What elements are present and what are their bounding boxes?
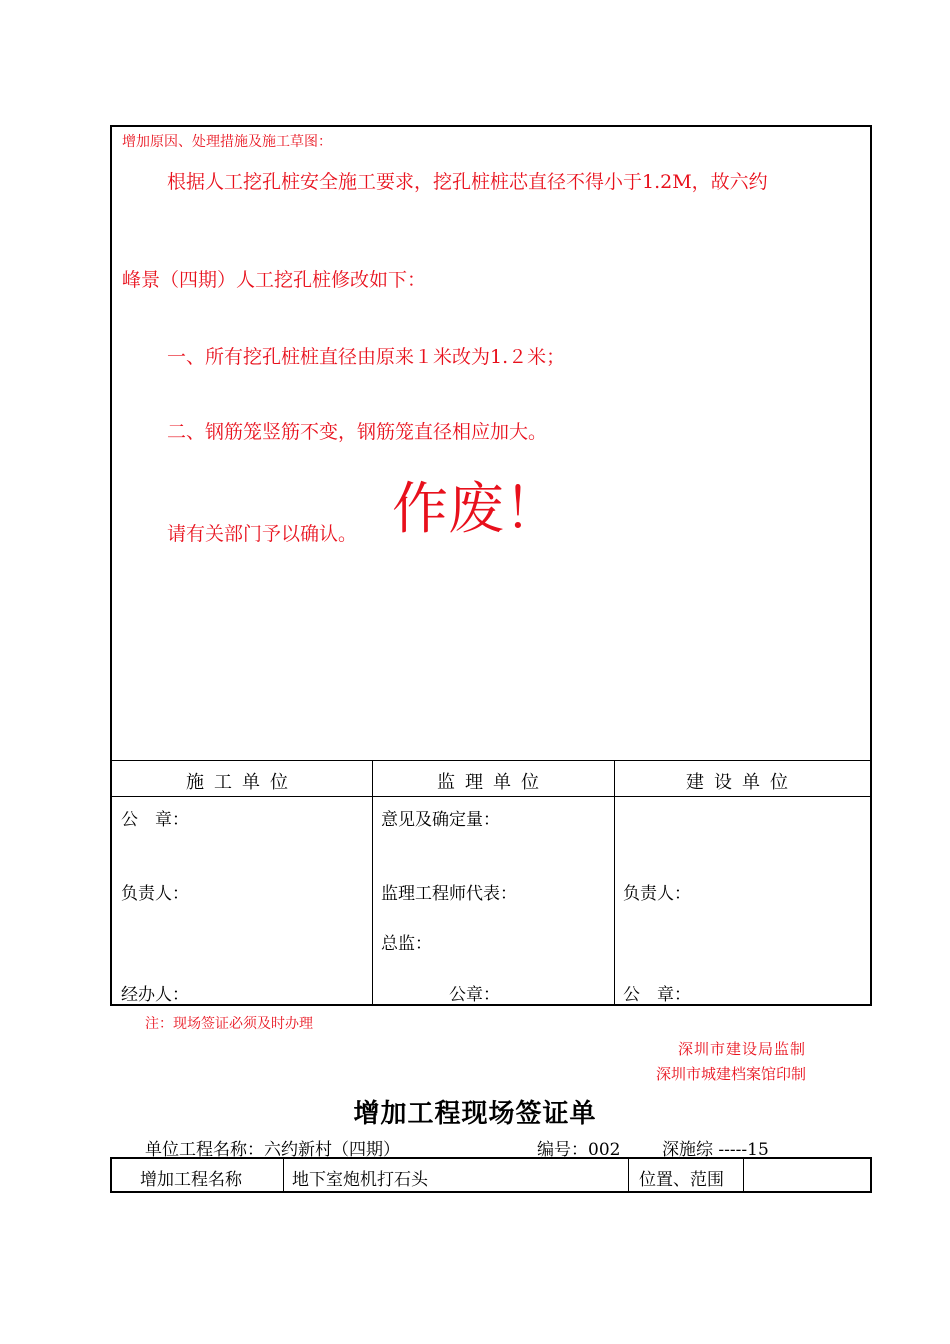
column-header-owner: 建设单位	[686, 772, 798, 793]
issuer-line-1: 深圳市建设局监制	[677, 1040, 806, 1058]
construction-handler: 经办人：	[121, 985, 189, 1005]
reason-item-2: 二、钢筋笼竖筋不变，钢筋笼直径相应加大。	[167, 421, 548, 443]
divider	[628, 1159, 629, 1191]
form-code: 深施综 -----15	[662, 1140, 769, 1160]
owner-seal: 公 章：	[623, 985, 691, 1005]
supervision-engineer-rep: 监理工程师代表：	[381, 884, 517, 904]
divider	[112, 760, 870, 761]
construction-responsible: 负责人：	[121, 884, 189, 904]
location-label: 位置、范围	[639, 1170, 724, 1190]
divider	[283, 1159, 284, 1191]
divider	[372, 760, 373, 1004]
confirmation-request: 请有关部门予以确认。	[167, 523, 358, 545]
supervision-chief: 总监：	[381, 934, 432, 954]
reason-line-2: 峰景（四期）人工挖孔桩修改如下：	[122, 269, 427, 291]
reason-box	[110, 125, 872, 1006]
reason-label: 增加原因、处理措施及施工草图：	[122, 134, 332, 150]
column-header-supervision: 监理单位	[437, 772, 549, 793]
form-number: 编号：002	[537, 1140, 621, 1160]
form-title: 增加工程现场签证单	[353, 1099, 597, 1129]
issuer-line-2: 深圳市城建档案馆印制	[655, 1065, 806, 1083]
reason-item-1: 一、所有挖孔桩桩直径由原来１米改为1.２米；	[167, 346, 566, 368]
divider	[614, 760, 615, 1004]
column-header-construction: 施工单位	[186, 772, 298, 793]
divider	[743, 1159, 744, 1191]
project-name: 单位工程名称：六约新村（四期）	[145, 1140, 400, 1160]
signature-table	[112, 760, 870, 1004]
reason-line-1: 根据人工挖孔桩安全施工要求，挖孔桩桩芯直径不得小于1.2M，故六约	[167, 171, 768, 193]
construction-seal: 公 章：	[121, 810, 189, 830]
note: 注：现场签证必须及时办理	[145, 1016, 313, 1032]
work-name-value: 地下室炮机打石头	[292, 1170, 428, 1190]
supervision-opinion: 意见及确定量：	[381, 810, 500, 830]
info-table	[110, 1157, 872, 1193]
divider	[112, 796, 870, 797]
owner-responsible: 负责人：	[623, 884, 691, 904]
work-name-label: 增加工程名称	[140, 1170, 242, 1190]
supervision-seal: 公章：	[449, 985, 500, 1005]
void-mark: 作废！	[392, 477, 560, 542]
